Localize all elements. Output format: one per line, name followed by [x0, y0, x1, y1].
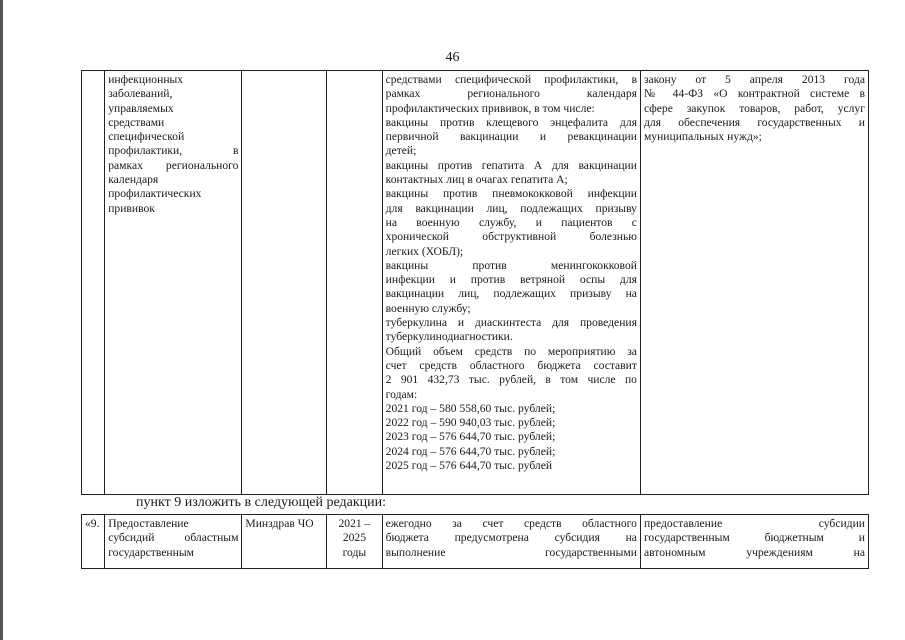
text-line: 2021 год – 580 558,60 тыс. рублей;	[385, 401, 556, 415]
cell-executor: Минздрав ЧО	[242, 515, 327, 569]
page-left-edge	[0, 0, 3, 640]
text-line: для вакцинации лиц, подлежащих призыву	[385, 201, 637, 215]
text-line: № 44-ФЗ «О контрактной системе в	[643, 87, 865, 101]
cell-number: «9.	[82, 515, 105, 569]
text-line: рамках регионального	[108, 158, 239, 172]
text-line: туберкулина и диаскинтеста для проведения	[385, 316, 637, 330]
text-line: легких (ХОБЛ);	[385, 244, 464, 258]
text-line: государственным бюджетным и	[643, 531, 865, 545]
text-line: 2022 год – 590 940,03 тыс. рублей;	[385, 416, 556, 430]
text-line: средствами специфической профилактики, в	[385, 73, 637, 86]
text-line: автономным учреждениям на	[643, 545, 865, 559]
measures-table-continued	[81, 70, 869, 495]
text-line: Предоставление	[108, 517, 189, 530]
text-line: специфической	[108, 130, 185, 144]
text-line: вакцины против менингококковой	[385, 258, 637, 272]
text-line: контактных лиц в очагах гепатита А;	[385, 173, 568, 187]
text-line: календаря	[108, 173, 159, 187]
text-line: вакцинации лиц, подлежащих призыву на	[385, 287, 637, 301]
cell-period	[327, 71, 382, 495]
text-line: профилактических	[108, 187, 202, 201]
cell-result	[640, 515, 868, 569]
cell-result	[640, 71, 868, 495]
measures-table-new-item	[81, 514, 869, 569]
page-number: 46	[445, 50, 460, 65]
text-line: сфере закупок товаров, работ, услуг	[643, 101, 865, 115]
text-line: профилактических прививок, в том числе:	[385, 101, 595, 115]
text-line: 2025 год – 576 644,70 тыс. рублей	[385, 459, 553, 473]
text-line: субсидий областным	[108, 531, 239, 545]
cell-measure-name	[105, 515, 242, 569]
text-line: 2021 –	[338, 517, 371, 530]
text-line: вакцины против пневмококковой инфекции	[385, 187, 637, 201]
text-line: ежегодно за счет средств областного	[385, 517, 637, 530]
text-line: счет средств областного бюджета составит	[385, 358, 637, 372]
text-line: прививок	[108, 201, 155, 215]
cell-description	[382, 515, 640, 569]
text-line: бюджета предусмотрена субсидия на	[385, 531, 637, 545]
text-line: туберкулинодиагностики.	[385, 330, 513, 344]
text-line: государственным	[108, 545, 194, 559]
text-line: 2024 год – 576 644,70 тыс. рублей;	[385, 444, 556, 458]
text-line: инфекционных	[108, 73, 184, 86]
text-line: муниципальных нужд»;	[643, 130, 762, 144]
text-line: 2023 год – 576 644,70 тыс. рублей;	[385, 430, 556, 444]
text-line: вакцины против клещевого энцефалита для	[385, 115, 637, 129]
table-row	[82, 515, 869, 569]
text-line: детей;	[385, 144, 417, 158]
text-line: инфекции и против ветряной оспы для	[385, 273, 637, 287]
cell-number	[82, 71, 105, 495]
table-row	[82, 71, 869, 495]
text-line: вакцины против гепатита А для вакцинации	[385, 158, 637, 172]
text-line: рамках регионального календаря	[385, 87, 637, 101]
amendment-instruction: пункт 9 изложить в следующей редакции:	[136, 495, 386, 510]
text-line: выполнение государственными	[385, 545, 637, 559]
cell-description	[382, 71, 640, 495]
text-line: годы	[342, 545, 367, 559]
text-line: управляемых	[108, 101, 174, 115]
cell-measure-name	[105, 71, 242, 495]
text-line: на военную службу, и пациентов с	[385, 215, 637, 229]
text-line: средствами	[108, 115, 165, 129]
text-line: для обеспечения государственных и	[643, 115, 865, 129]
cell-period	[327, 515, 382, 569]
text-line: 2025	[342, 531, 366, 545]
text-line: предоставление субсидии	[643, 517, 865, 530]
text-line: военную службу;	[385, 301, 471, 315]
text-line: Общий объем средств по мероприятию за	[385, 344, 637, 358]
text-line: 2 901 432,73 тыс. рублей, в том числе по	[385, 373, 637, 387]
text-line: закону от 5 апреля 2013 года	[643, 73, 865, 86]
text-line: хронической обструктивной болезнью	[385, 230, 637, 244]
text-line: первичной вакцинации и ревакцинации	[385, 130, 637, 144]
cell-executor	[242, 71, 327, 495]
text-line: профилактики, в	[108, 144, 239, 158]
text-line: годам:	[385, 387, 418, 401]
text-line: заболеваний,	[108, 87, 173, 101]
